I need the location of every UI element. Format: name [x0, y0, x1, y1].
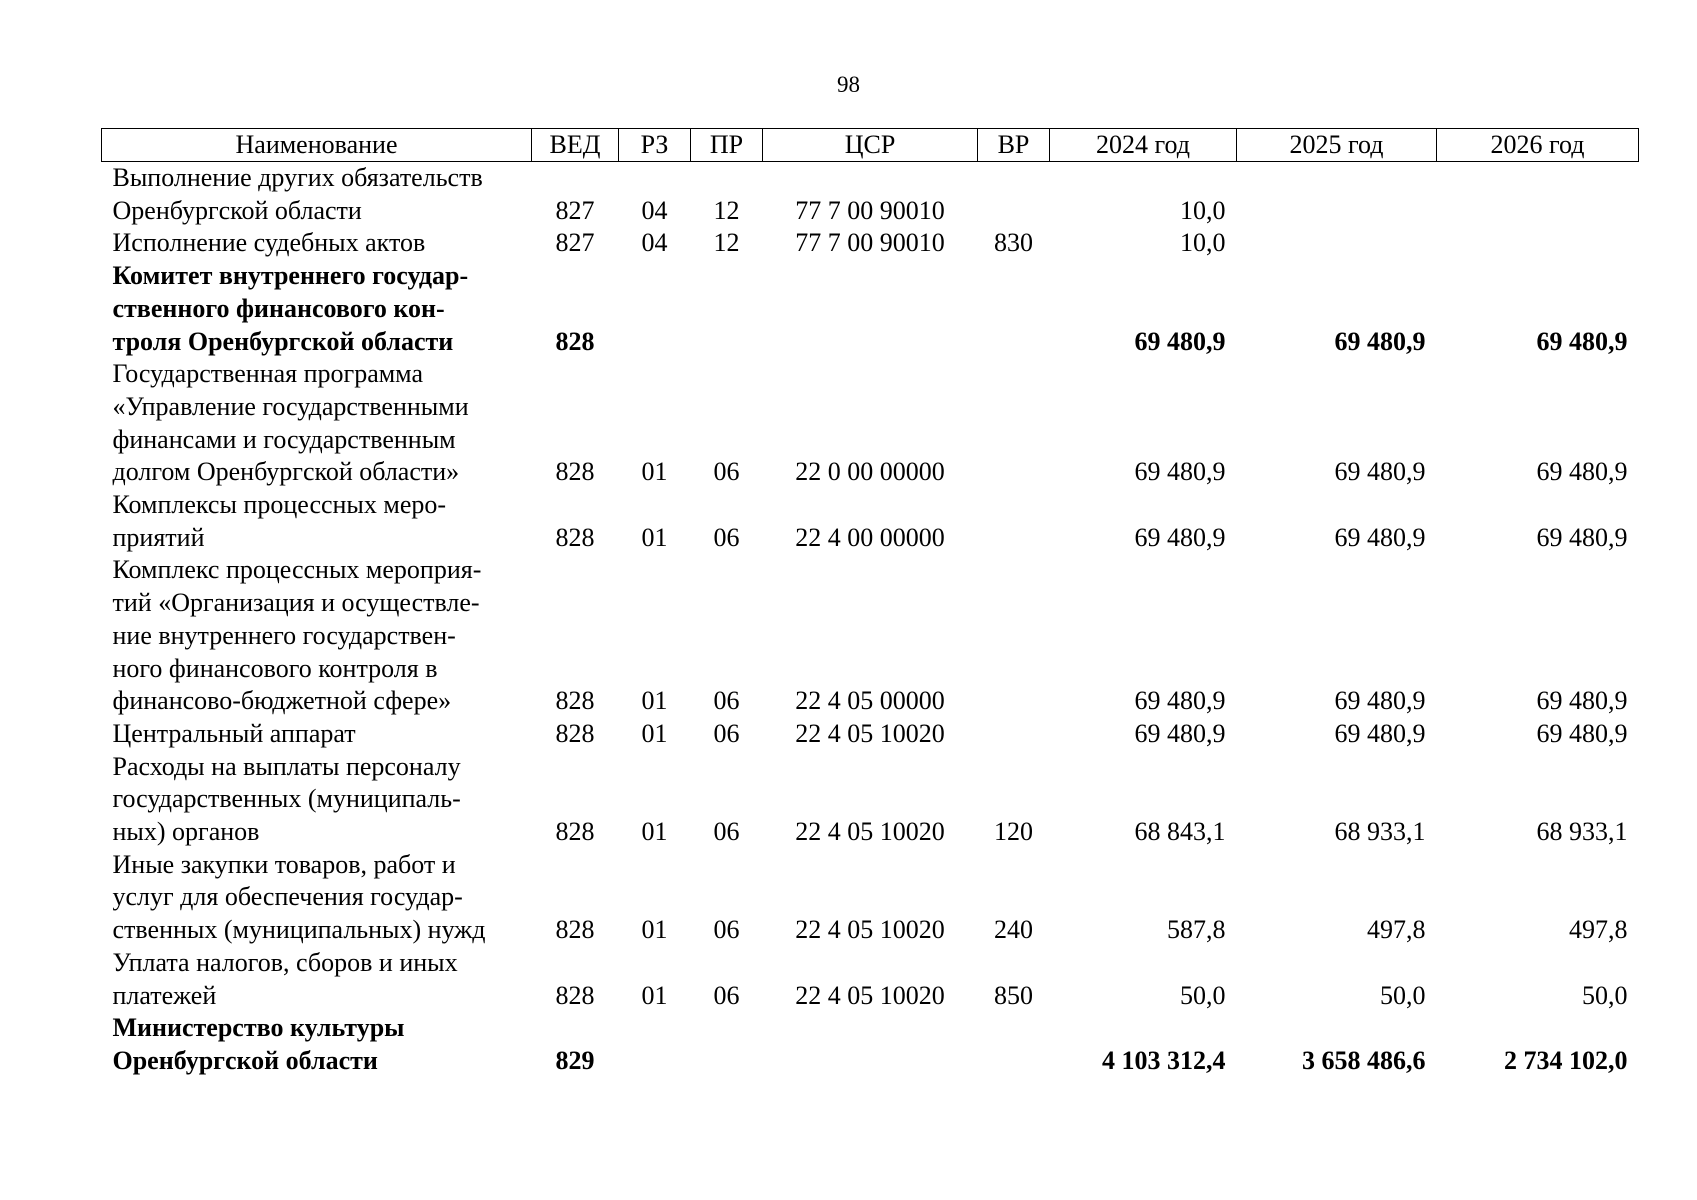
row-name [102, 1012, 532, 1077]
row-name [102, 554, 532, 718]
row-amount-2025: 69 480,9 [1334, 686, 1426, 716]
column-header-2025: 2025 год [1237, 129, 1437, 162]
row-name-line: финансами и государственным [112, 424, 456, 454]
column-header-csr: ЦСР [763, 129, 978, 162]
row-pr [691, 260, 763, 358]
row-amount-2024: 587,8 [1167, 915, 1226, 945]
row-vr [978, 718, 1050, 751]
row-ved: 827 [555, 195, 595, 225]
row-rz: 01 [641, 718, 668, 748]
column-header-name: Наименование [102, 129, 532, 162]
row-name-line: Министерство культуры [112, 1013, 405, 1043]
row-rz: 01 [641, 915, 668, 945]
row-name-line: услуг для обеспечения государ- [112, 882, 463, 912]
row-name-line: долгом Оренбургской области» [112, 457, 460, 487]
row-amount-2024: 69 480,9 [1134, 718, 1226, 748]
row-amount-2025: 69 480,9 [1334, 457, 1426, 487]
row-vr: 120 [994, 817, 1033, 847]
row-ved: 828 [555, 915, 595, 945]
row-ved: 827 [555, 228, 595, 258]
row-vr: 240 [994, 915, 1033, 945]
table-row [102, 260, 1639, 358]
row-name-line: ного финансового контроля в [112, 653, 438, 683]
row-pr: 12 [713, 228, 740, 258]
row-rz: 01 [641, 522, 668, 552]
row-name-line: «Управление государственными [112, 391, 469, 421]
row-name-line: тий «Организация и осуществле- [112, 588, 480, 618]
row-name [102, 227, 532, 260]
row-name-line: Комплексы процессных меро- [112, 490, 447, 520]
row-ved: 829 [555, 1045, 595, 1075]
row-vr [978, 260, 1050, 358]
row-amount-2026: 69 480,9 [1536, 686, 1628, 716]
table-body [102, 162, 1639, 1078]
row-amount-2025 [1237, 162, 1437, 228]
row-name-line: Уплата налогов, сборов и иных [112, 947, 458, 977]
row-amount-2025 [1237, 227, 1437, 260]
row-pr: 06 [713, 915, 740, 945]
row-name-line: троля Оренбургской области [112, 326, 454, 356]
row-name-line: Оренбургской области [112, 195, 362, 225]
row-csr: 22 4 05 10020 [795, 980, 945, 1010]
table-row [102, 751, 1639, 849]
row-amount-2024: 69 480,9 [1134, 457, 1226, 487]
row-ved: 828 [555, 686, 595, 716]
column-header-2026: 2026 год [1437, 129, 1639, 162]
row-amount-2024: 50,0 [1180, 980, 1226, 1010]
row-ved: 828 [555, 817, 595, 847]
row-amount-2024: 10,0 [1180, 228, 1226, 258]
row-pr: 06 [713, 522, 740, 552]
table-row [102, 358, 1639, 489]
row-csr: 22 4 05 10020 [795, 817, 945, 847]
row-amount-2026: 68 933,1 [1536, 817, 1628, 847]
row-amount-2025: 50,0 [1380, 980, 1426, 1010]
row-amount-2024: 69 480,9 [1134, 686, 1226, 716]
row-pr: 06 [713, 457, 740, 487]
row-name-line: ние внутреннего государствен- [112, 620, 456, 650]
table-row [102, 947, 1639, 1012]
row-amount-2025: 69 480,9 [1334, 718, 1426, 748]
row-amount-2025: 3 658 486,6 [1302, 1045, 1426, 1075]
row-rz: 01 [641, 980, 668, 1010]
row-name-line: ственных (муниципальных) нужд [112, 915, 486, 945]
row-name-line: Выполнение других обязательств [112, 163, 483, 192]
table-row [102, 849, 1639, 947]
row-amount-2024: 10,0 [1180, 195, 1226, 225]
row-rz: 01 [641, 457, 668, 487]
column-header-ved: ВЕД [532, 129, 619, 162]
row-name [102, 947, 532, 1012]
row-name-line: ственного финансового кон- [112, 293, 445, 323]
row-vr [978, 554, 1050, 718]
row-name [102, 162, 532, 228]
row-name [102, 718, 532, 751]
row-csr: 22 4 05 10020 [795, 718, 945, 748]
table-row [102, 718, 1639, 751]
row-pr: 06 [713, 686, 740, 716]
column-header-pr: ПР [691, 129, 763, 162]
row-pr: 06 [713, 817, 740, 847]
row-ved: 828 [555, 718, 595, 748]
row-pr [691, 1012, 763, 1077]
row-rz [619, 1012, 691, 1077]
column-header-2024: 2024 год [1050, 129, 1237, 162]
row-amount-2025: 69 480,9 [1334, 522, 1426, 552]
table-row [102, 227, 1639, 260]
row-csr: 77 7 00 90010 [795, 195, 945, 225]
row-csr: 22 4 05 10020 [795, 915, 945, 945]
row-name-line: приятий [112, 522, 205, 552]
row-amount-2025: 69 480,9 [1334, 326, 1426, 356]
row-name [102, 260, 532, 358]
row-name [102, 489, 532, 554]
row-vr [978, 489, 1050, 554]
row-amount-2024: 4 103 312,4 [1102, 1045, 1226, 1075]
row-vr [978, 1012, 1050, 1077]
row-csr: 22 0 00 00000 [795, 457, 945, 487]
row-amount-2026: 69 480,9 [1536, 457, 1628, 487]
row-name-line: Иные закупки товаров, работ и [112, 849, 456, 879]
row-amount-2026: 497,8 [1569, 915, 1628, 945]
row-vr [978, 358, 1050, 489]
row-csr [763, 1012, 978, 1077]
row-rz: 01 [641, 817, 668, 847]
row-vr: 850 [994, 980, 1033, 1010]
column-header-rz: РЗ [619, 129, 691, 162]
row-name [102, 358, 532, 489]
table-row [102, 489, 1639, 554]
row-vr: 830 [994, 228, 1033, 258]
row-ved: 828 [555, 326, 595, 356]
row-name-line: Исполнение судебных актов [112, 228, 426, 258]
row-csr: 77 7 00 90010 [795, 228, 945, 258]
row-amount-2026: 69 480,9 [1536, 522, 1628, 552]
row-vr [978, 162, 1050, 228]
row-rz: 04 [641, 228, 668, 258]
row-amount-2026: 50,0 [1582, 980, 1628, 1010]
row-name-line: Комитет внутреннего государ- [112, 261, 469, 291]
row-name-line: финансово-бюджетной сфере» [112, 686, 452, 716]
row-name [102, 849, 532, 947]
table-header [102, 129, 1639, 162]
table-row [102, 554, 1639, 718]
row-amount-2024: 69 480,9 [1134, 522, 1226, 552]
row-amount-2026: 69 480,9 [1536, 326, 1628, 356]
row-name-line: Расходы на выплаты персоналу [112, 751, 461, 781]
row-name-line: Государственная программа [112, 359, 424, 389]
table-row [102, 1012, 1639, 1077]
column-header-vr: ВР [978, 129, 1050, 162]
row-amount-2024: 69 480,9 [1134, 326, 1226, 356]
row-csr: 22 4 00 00000 [795, 522, 945, 552]
table-row [102, 162, 1639, 228]
row-ved: 828 [555, 522, 595, 552]
row-name-line: платежей [112, 980, 217, 1010]
row-amount-2026: 2 734 102,0 [1504, 1045, 1628, 1075]
row-pr: 06 [713, 980, 740, 1010]
row-amount-2025: 68 933,1 [1334, 817, 1426, 847]
row-name [102, 751, 532, 849]
row-name-line: Центральный аппарат [112, 718, 356, 748]
row-name-line: Оренбургской области [112, 1045, 378, 1075]
row-csr: 22 4 05 00000 [795, 686, 945, 716]
row-amount-2026: 69 480,9 [1536, 718, 1628, 748]
row-name-line: ных) органов [112, 817, 260, 847]
row-amount-2024: 68 843,1 [1134, 817, 1226, 847]
row-ved: 828 [555, 980, 595, 1010]
row-rz: 01 [641, 686, 668, 716]
row-ved: 828 [555, 457, 595, 487]
row-pr: 12 [713, 195, 740, 225]
row-rz: 04 [641, 195, 668, 225]
budget-table [101, 128, 1639, 1078]
row-pr: 06 [713, 718, 740, 748]
row-amount-2026 [1437, 162, 1639, 228]
row-rz [619, 260, 691, 358]
row-amount-2025: 497,8 [1367, 915, 1426, 945]
page-number: 98 [837, 72, 860, 97]
row-name-line: Комплекс процессных мероприя- [112, 555, 482, 585]
row-amount-2026 [1437, 227, 1639, 260]
row-csr [763, 260, 978, 358]
row-name-line: государственных (муниципаль- [112, 784, 461, 814]
